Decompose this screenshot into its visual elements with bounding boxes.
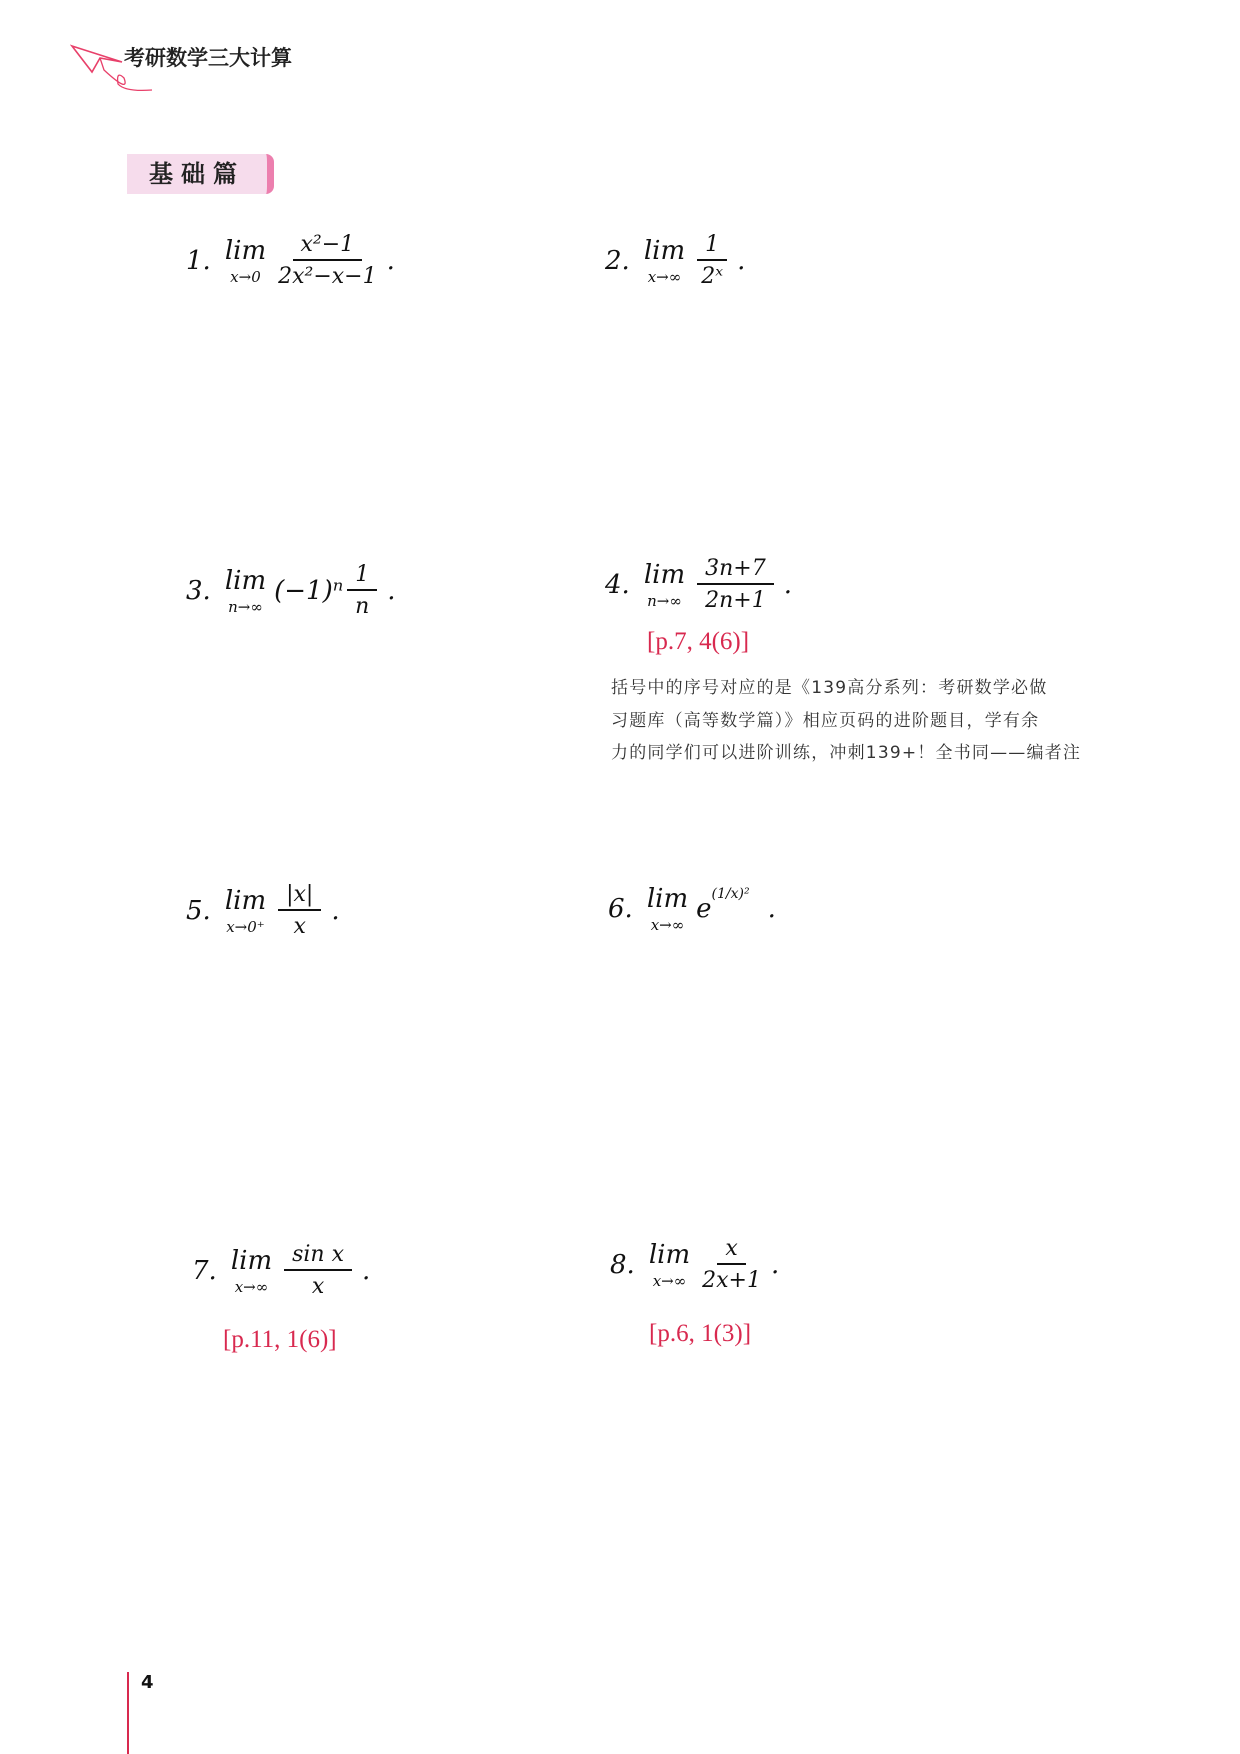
exponent: (1/x)² (711, 886, 750, 902)
lim: lim (230, 1245, 273, 1276)
denominator: n (355, 594, 370, 619)
lim: lim (648, 1239, 691, 1270)
header-title: 考研数学三大计算 (124, 46, 292, 70)
problem-5 (186, 882, 340, 939)
numerator: 1 (697, 232, 727, 261)
lim-subscript: x→∞ (647, 267, 682, 286)
denominator: x (293, 914, 306, 939)
page-number: 4 (141, 1672, 154, 1693)
problem-8-reference: [p.6, 1(3)] (649, 1320, 752, 1347)
lim: lim (646, 884, 689, 914)
period: . (387, 575, 396, 606)
lim-subscript: x→∞ (652, 1271, 687, 1290)
lim-subscript: x→∞ (234, 1277, 269, 1296)
period: . (362, 1255, 371, 1286)
problem-number: 6. (608, 894, 633, 924)
denominator: 2x+1 (702, 1268, 761, 1293)
problem-6 (608, 884, 776, 934)
denominator: 2ˣ (701, 264, 724, 289)
numerator: |x| (278, 882, 321, 911)
editor-note (611, 672, 1111, 770)
numerator: x²−1 (293, 232, 363, 261)
denominator: 2x²−x−1 (278, 264, 377, 289)
period: . (767, 894, 776, 924)
problem-number: 7. (192, 1255, 217, 1286)
numerator: 3n+7 (697, 556, 774, 585)
period: . (737, 245, 746, 276)
problem-number: 3. (186, 575, 211, 606)
lim: lim (224, 565, 267, 596)
lim: lim (643, 235, 686, 266)
period: . (770, 1249, 780, 1280)
numerator: sin x (284, 1242, 352, 1271)
problem-4-reference: [p.7, 4(6)] (647, 628, 750, 655)
note-line: 习题库（高等数学篇）》相应页码的进阶题目，学有余 (611, 710, 1040, 731)
page-margin-line (127, 1672, 129, 1754)
problem-number: 4. (605, 569, 630, 600)
problem-1 (186, 232, 395, 289)
period: . (783, 569, 792, 600)
lim-subscript: n→∞ (647, 591, 682, 610)
problem-number: 8. (610, 1249, 635, 1280)
problem-number: 2. (605, 245, 630, 276)
period: . (386, 245, 395, 276)
problem-8 (610, 1236, 779, 1293)
problem-number: 1. (186, 245, 211, 276)
problem-number: 5. (186, 895, 211, 926)
base-e: e (696, 894, 712, 924)
lim-subscript: x→0 (230, 267, 261, 286)
section-tab (127, 154, 274, 194)
problem-7-reference: [p.11, 1(6)] (223, 1326, 337, 1353)
lim-subscript: x→∞ (650, 916, 685, 934)
section-tab-label: 基础篇 (149, 160, 245, 188)
lim-subscript: n→∞ (228, 597, 263, 616)
sign-factor: (−1)ⁿ (274, 575, 344, 606)
period: . (331, 895, 340, 926)
denominator: x (311, 1274, 325, 1299)
lim: lim (224, 235, 267, 266)
note-line: 力的同学们可以进阶训练，冲刺139+！全书同——编者注 (611, 743, 1082, 763)
numerator: 1 (347, 562, 377, 591)
lim: lim (643, 559, 686, 590)
numerator: x (717, 1236, 745, 1265)
note-line: 括号中的序号对应的是《139高分系列：考研数学必做 (611, 678, 1048, 698)
problem-3 (186, 562, 396, 619)
problem-4 (605, 556, 792, 613)
denominator: 2n+1 (705, 588, 766, 613)
problem-2 (605, 232, 745, 289)
lim-subscript: x→0⁺ (226, 917, 265, 936)
problem-7 (192, 1242, 370, 1299)
lim: lim (224, 885, 267, 916)
